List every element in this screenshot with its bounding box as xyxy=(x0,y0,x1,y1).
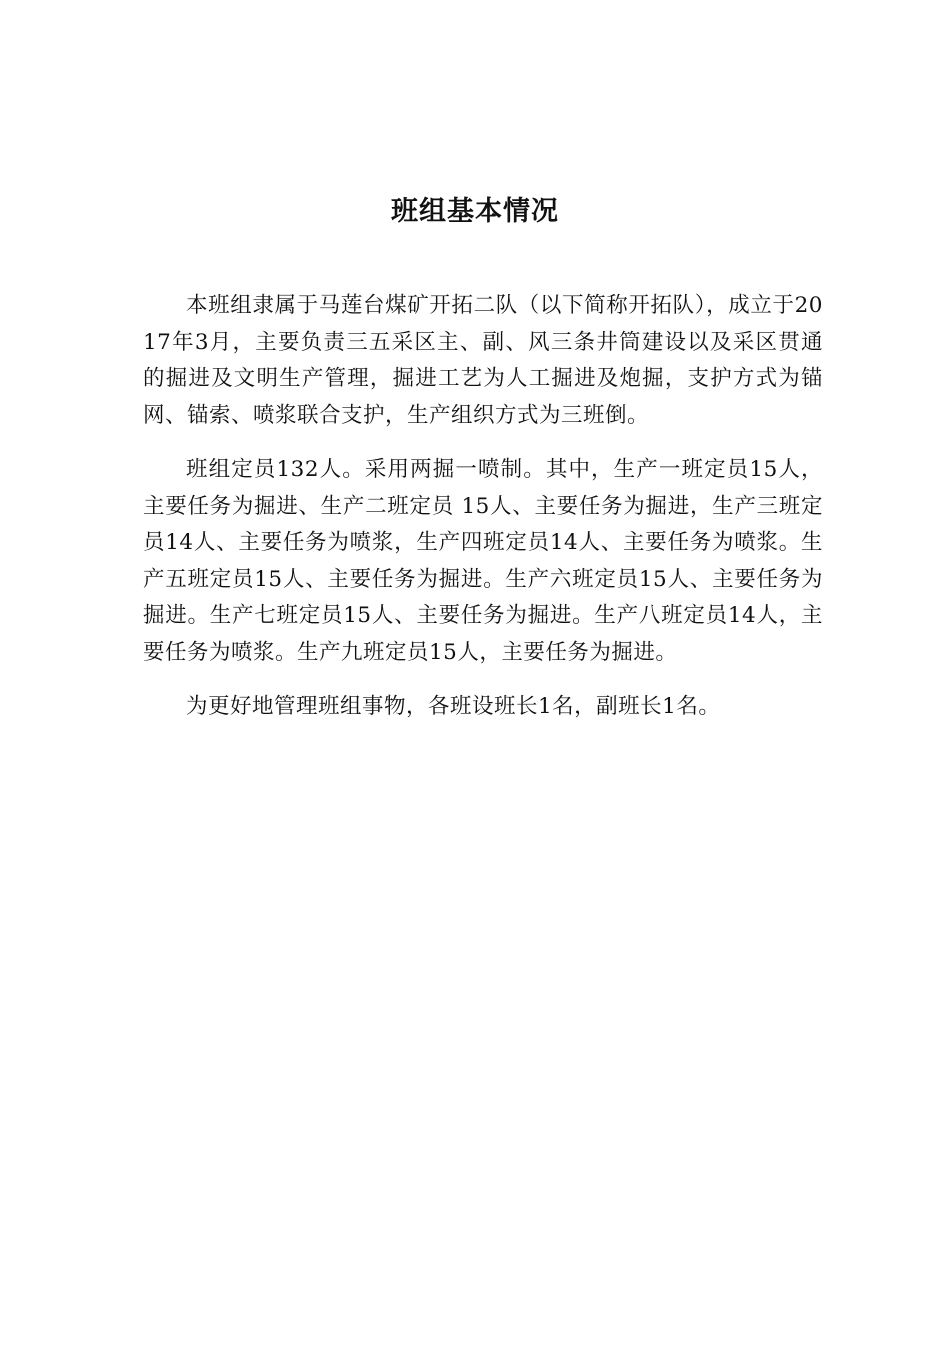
document-body xyxy=(143,288,823,744)
page-title: 班组基本情况 xyxy=(391,196,559,227)
paragraph-team-overview: 本班组隶属于马莲台煤矿开拓二队（以下简称开拓队），成立于2017年3月，主要负责三五采区主、副、风三条井筒建设以及采区贯通的掘进及文明生产管理，掘进工艺为人工掘进及炮掘，支护方式为锚网、锚索、喷浆联合支护，生产组织方式为三班倒。 xyxy=(143,293,823,428)
paragraph-staffing: 班组定员132人。采用两掘一喷制。其中，生产一班定员15人，主要任务为掘进、生产二班定员 15人、主要任务为掘进，生产三班定员14人、主要任务为喷浆，生产四班定员14人、主要任务为喷浆。生产五班定员15人、主要任务为掘进。生产六班定员15人、主要任务为掘进。生产七班定员15人、主要任务为掘进。生产八班定员14人，主要任务为喷浆。生产九班定员15人，主要任务为掘进。 xyxy=(143,457,823,665)
paragraph-management: 为更好地管理班组事物，各班设班长1名，副班长1名。 xyxy=(186,694,721,719)
